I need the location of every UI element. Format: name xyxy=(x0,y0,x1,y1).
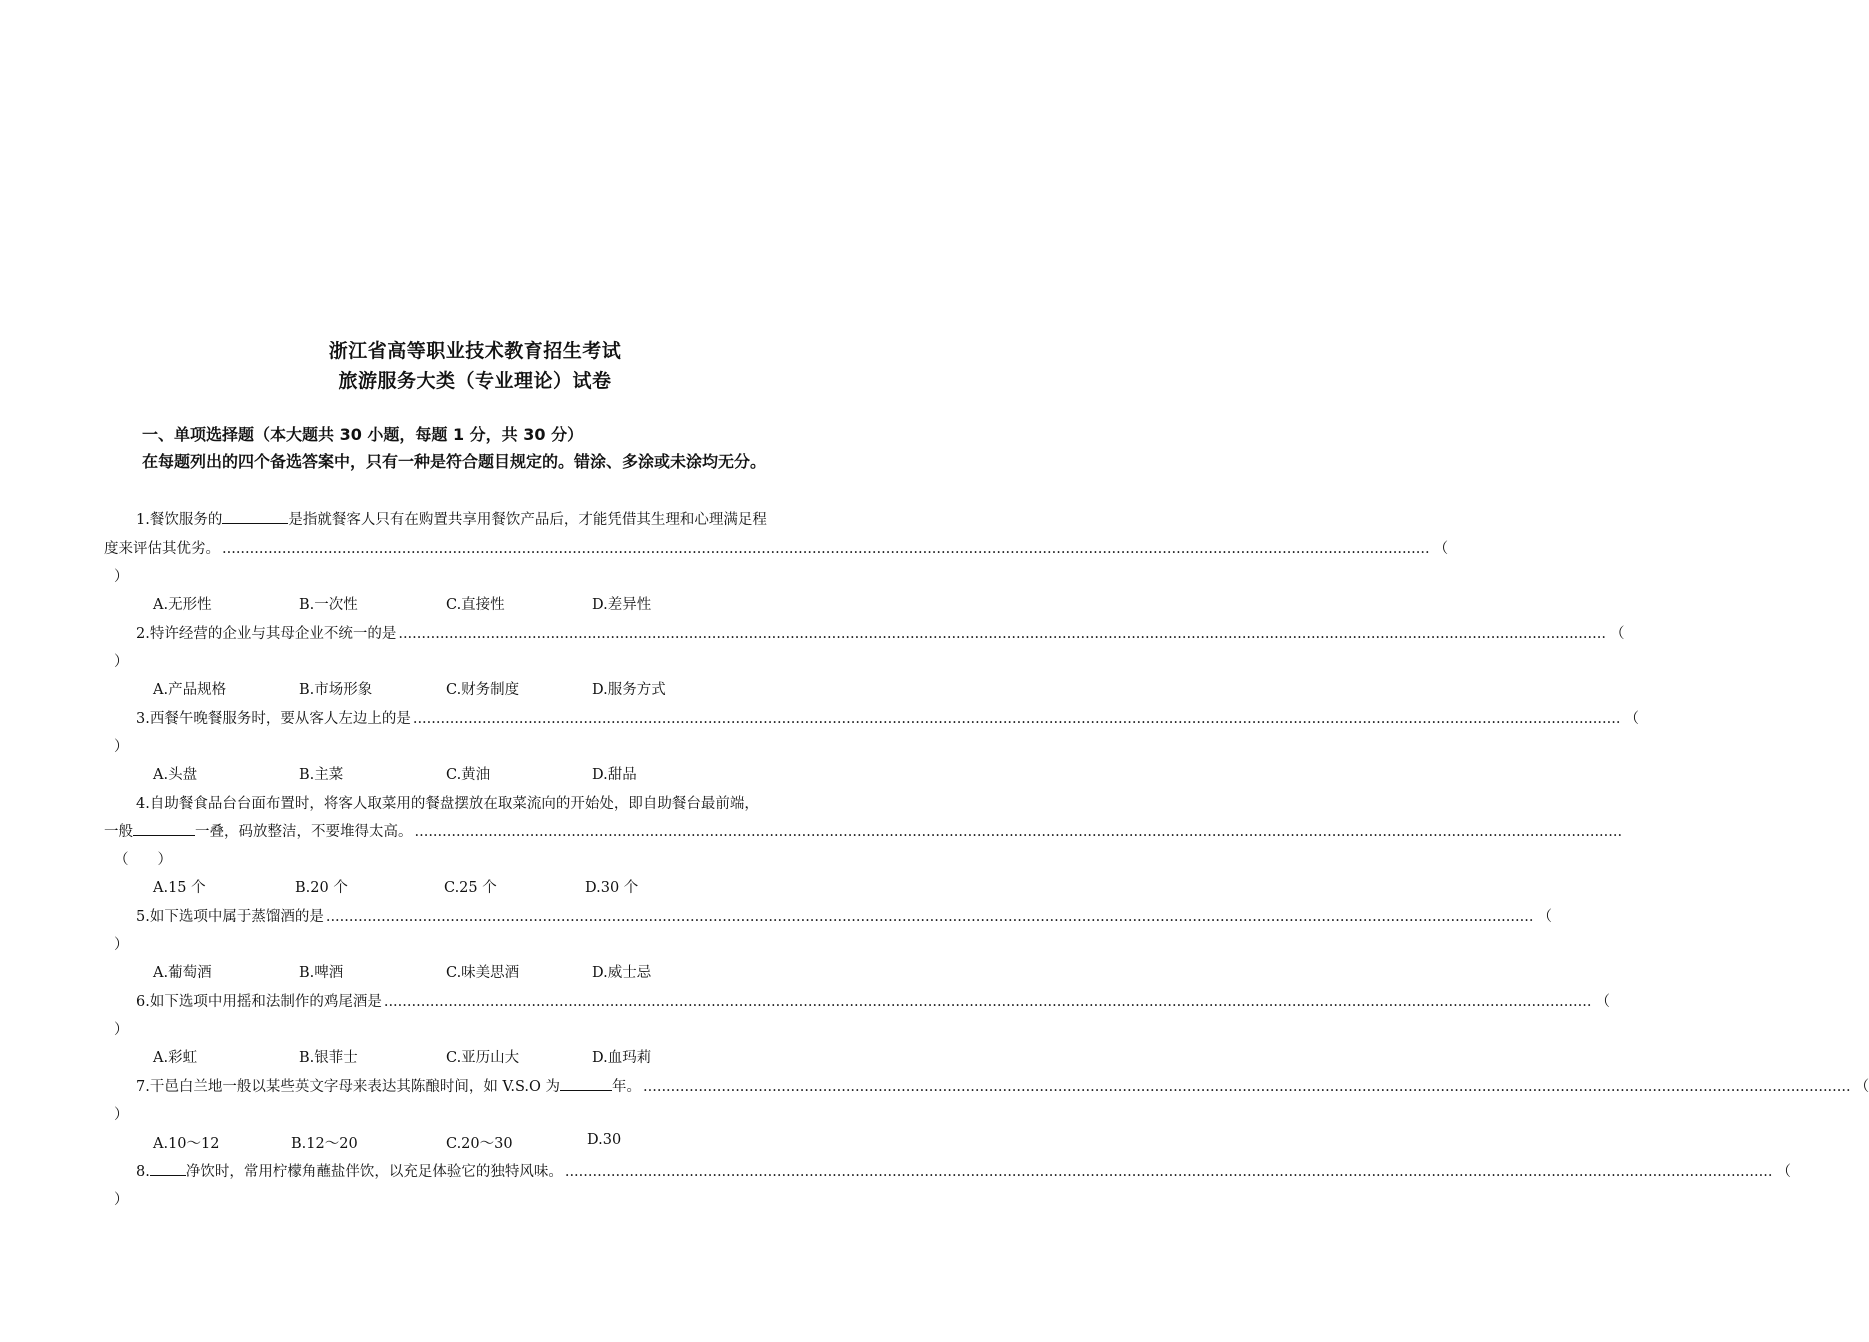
option-d: D.威士忌 xyxy=(592,965,652,981)
answer-paren-open: （ xyxy=(1776,1164,1791,1180)
answer-paren-open: （ xyxy=(1595,994,1610,1010)
option-b: B.一次性 xyxy=(299,597,358,613)
option-b: B.市场形象 xyxy=(299,682,373,698)
leader-dots: ...................................................................................................................................................................................................................................................................... xyxy=(643,1079,1851,1095)
option-b: B.啤酒 xyxy=(299,965,344,981)
option-c: C.20～30 xyxy=(446,1136,513,1152)
option-c: C.25 个 xyxy=(444,880,497,896)
question-8-stem-before: 8. xyxy=(136,1164,150,1180)
option-c: C.直接性 xyxy=(446,597,505,613)
option-d: D.30 个 xyxy=(585,880,639,896)
section-instruction: 在每题列出的四个备选答案中，只有一种是符合题目规定的。错涂、多涂或未涂均无分。 xyxy=(142,452,767,471)
answer-paren-close: ） xyxy=(114,1107,129,1123)
answer-blank xyxy=(560,1076,612,1092)
option-a: A.头盘 xyxy=(153,767,198,783)
option-d: D.服务方式 xyxy=(592,682,666,698)
option-c: C.亚历山大 xyxy=(446,1050,520,1066)
leader-dots: ...................................................................................................................................................................................................................................................................... xyxy=(412,711,1621,727)
answer-paren-close: ） xyxy=(114,739,129,755)
leader-dots: ...................................................................................................................................................................................................................................................................... xyxy=(222,541,1430,557)
option-a: A.无形性 xyxy=(153,597,212,613)
question-1-stem-before: 1.餐饮服务的 xyxy=(136,512,223,528)
section-heading: 一、单项选择题（本大题共 30 小题，每题 1 分，共 30 分） xyxy=(142,425,584,444)
question-2-stem: 2.特许经营的企业与其母企业不统一的是 xyxy=(136,626,397,642)
leader-dots: ...................................................................................................................................................................................................................................................................... xyxy=(325,909,1534,925)
question-4-stem-line2 xyxy=(104,820,413,841)
question-4-line2 xyxy=(104,820,1623,841)
answer-paren: （ ） xyxy=(114,852,172,868)
answer-paren-open: （ xyxy=(1433,541,1449,557)
question-3-line1 xyxy=(136,707,1639,728)
option-c: C.黄油 xyxy=(446,767,491,783)
answer-paren-close: ） xyxy=(114,1192,129,1208)
question-2-line1 xyxy=(136,622,1625,643)
option-d: D.甜品 xyxy=(592,767,637,783)
answer-paren-close: ） xyxy=(114,654,129,670)
question-7-stem xyxy=(136,1075,641,1096)
answer-blank xyxy=(150,1161,186,1177)
option-a: A.10～12 xyxy=(153,1136,220,1152)
exam-title: 浙江省高等职业技术教育招生考试 xyxy=(328,340,622,362)
question-4-stem-before: 一般 xyxy=(104,824,133,840)
question-6-line1 xyxy=(136,990,1610,1011)
option-b: B.20 个 xyxy=(295,880,348,896)
option-d: D.血玛莉 xyxy=(592,1050,652,1066)
option-c: C.财务制度 xyxy=(446,682,520,698)
question-4-stem-after: 一叠，码放整洁，不要堆得太高。 xyxy=(195,824,413,840)
question-8-stem xyxy=(136,1160,563,1181)
answer-paren-open: （ xyxy=(1609,626,1625,642)
option-a: A.产品规格 xyxy=(153,682,227,698)
question-8-stem-after: 净饮时，常用柠檬角蘸盐伴饮，以充足体验它的独特风味。 xyxy=(185,1164,563,1180)
question-3-stem: 3.西餐午晚餐服务时，要从客人左边上的是 xyxy=(136,711,411,727)
question-1-stem-line2: 度来评估其优劣。 xyxy=(104,541,220,557)
answer-paren-close: ） xyxy=(114,937,129,953)
answer-blank xyxy=(133,821,195,837)
answer-paren-close: ） xyxy=(114,569,129,585)
question-7-line1 xyxy=(136,1075,1869,1096)
answer-paren-open: （ xyxy=(1854,1079,1869,1095)
option-a: A.葡萄酒 xyxy=(153,965,212,981)
question-1-line2 xyxy=(104,537,1449,558)
option-d: D.30 xyxy=(587,1132,622,1148)
question-1-line1 xyxy=(136,508,767,529)
option-c: C.味美思酒 xyxy=(446,965,520,981)
question-7-stem-after: 年。 xyxy=(612,1079,642,1095)
option-a: A.彩虹 xyxy=(153,1050,198,1066)
question-6-stem: 6.如下选项中用摇和法制作的鸡尾酒是 xyxy=(136,994,382,1010)
leader-dots: ...................................................................................................................................................................................................................................................................... xyxy=(564,1164,1773,1180)
question-1-stem-after: 是指就餐客人只有在购置共享用餐饮产品后，才能凭借其生理和心理满足程 xyxy=(288,512,767,528)
answer-paren-open: （ xyxy=(1537,909,1552,925)
question-7-stem-before: 7.干邑白兰地一般以某些英文字母来表达其陈酿时间，如 V.S.O 为 xyxy=(136,1079,561,1095)
question-5-line1 xyxy=(136,905,1552,926)
answer-paren-close: ） xyxy=(114,1022,129,1038)
exam-subtitle: 旅游服务大类（专业理论）试卷 xyxy=(338,370,612,392)
question-5-stem: 5.如下选项中属于蒸馏酒的是 xyxy=(136,909,324,925)
option-b: B.12～20 xyxy=(291,1136,358,1152)
question-8-line1 xyxy=(136,1160,1791,1181)
leader-dots: ...................................................................................................................................................................................................................................................................... xyxy=(383,994,1592,1010)
answer-blank xyxy=(222,509,288,525)
question-4-line1: 4.自助餐食品台台面布置时，将客人取菜用的餐盘摆放在取菜流向的开始处，即自助餐台最前端， xyxy=(136,796,759,812)
leader-dots: ...................................................................................................................................................................................................................................................................... xyxy=(414,824,1623,840)
answer-paren-open: （ xyxy=(1624,711,1639,727)
leader-dots: ...................................................................................................................................................................................................................................................................... xyxy=(398,626,1606,642)
option-b: B.主菜 xyxy=(299,767,344,783)
option-a: A.15 个 xyxy=(153,880,206,896)
option-d: D.差异性 xyxy=(592,597,652,613)
option-b: B.银菲士 xyxy=(299,1050,358,1066)
